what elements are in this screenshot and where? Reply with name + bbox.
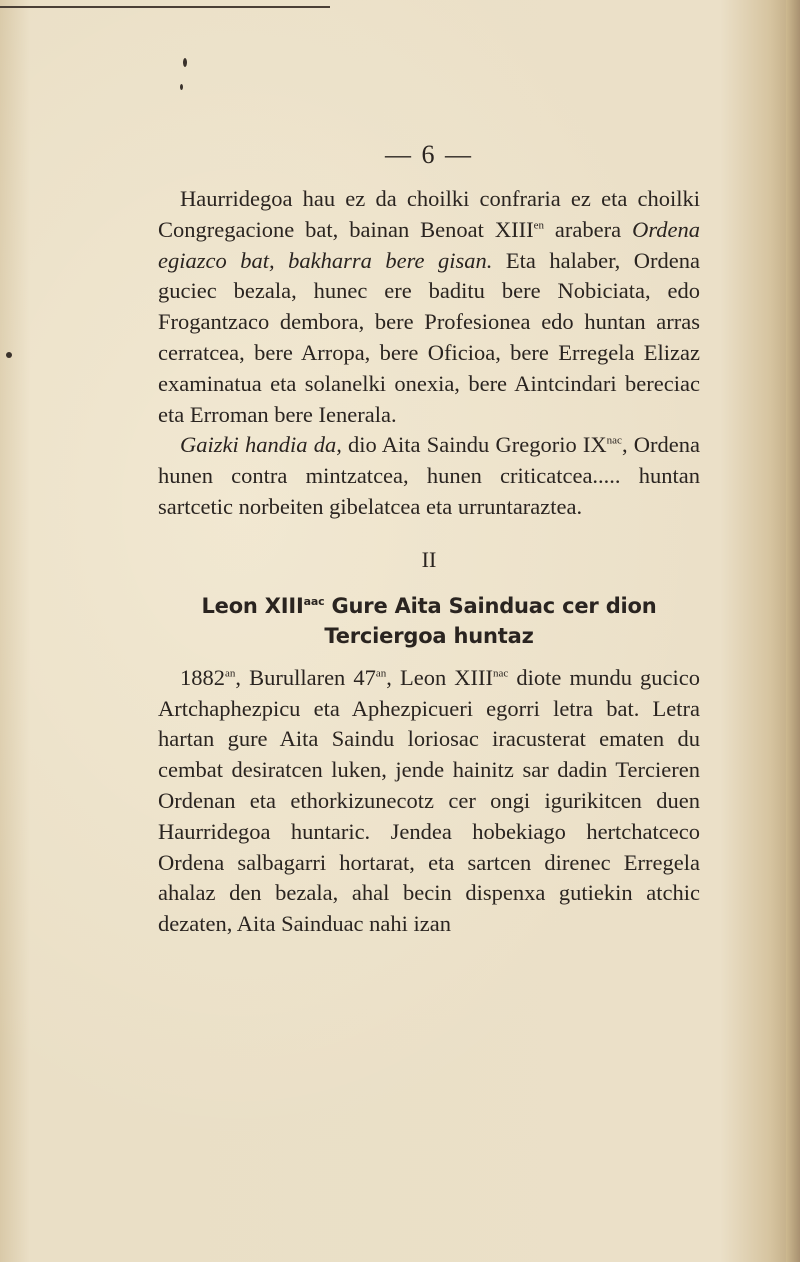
page-edge	[786, 0, 800, 1262]
paragraph-3-tail: diote mundu gucico Artchaphezpicu eta Aphezpicueri egorri letra bat. Letra hartan gure Aita Saindu loriosac iracusterat ematen du cembat desiratcen luken, jende hainitz sar dadin Tercieren Ordenan eta ethorkizunecotz cer ongi igurikitcen duen Haurridegoa huntaric. Jendea hobekiago hertchatceco Ordena salbagarri hortarat, eta sartcen direnec Erregela ahalaz den bezala, ahal becin dispenxa gutiekin atchic dezaten, Aita Sainduac nahi izan	[158, 664, 700, 937]
paragraph-1-tail: Eta halaber, Ordena guciec bezala, hunec ere baditu bere Nobiciata, edo Frogantzaco dembora, bere Profesionea edo huntan arras cerratcea, bere Arropa, bere Oficioa, bere Erregela Elizaz examinatua eta solanelki onexia, bere Aintcindari bereciac eta Erroman bere Ienerala.	[158, 247, 700, 427]
heading-line-1-b: Gure Aita Sainduac cer dion	[324, 593, 657, 618]
paragraph-2-mid: dio Aita Saindu Gregorio IX	[341, 432, 607, 458]
ink-speck	[183, 58, 187, 67]
paragraph-1	[158, 184, 700, 430]
top-rule	[0, 6, 330, 8]
paragraph-3-part-b: , Leon XIII	[386, 664, 494, 690]
paragraph-3-day-superscript: an	[375, 667, 387, 680]
ink-speck	[180, 84, 183, 90]
heading-line-1	[158, 591, 700, 621]
paragraph-3-nac-superscript: nac	[493, 667, 509, 680]
paragraph-3-year-superscript: an	[225, 667, 236, 680]
paragraph-2-tail: , Ordena hunen contra mintzatcea, hunen criticatcea..... huntan sartcetic norbeiten gibelatcea eta urruntaraztea.	[158, 432, 701, 519]
paragraph-3-part-a: , Burullaren 47	[235, 664, 376, 690]
text-block	[158, 140, 700, 940]
section-number: II	[421, 546, 437, 572]
paragraph-2-superscript: nac	[606, 434, 622, 447]
ink-speck	[6, 352, 12, 358]
paragraph-2-italic: Gaizki handia da,	[180, 432, 342, 458]
paragraph-1-italic: Ordena egiazco bat, bakharra bere gisan.	[158, 216, 700, 273]
page-number: — 6 —	[385, 140, 473, 169]
heading-superscript: aac	[303, 594, 325, 608]
paragraph-2	[158, 430, 700, 522]
paragraph-1-lead: Haurridegoa hau ez da choilki confraria ez eta choilki Congregacione bat, bainan Benoat XIII	[158, 186, 700, 242]
heading-line-2: Terciergoa huntaz	[324, 623, 534, 648]
paragraph-3-year: 1882	[180, 664, 225, 690]
paragraph-1-mid: arabera	[543, 216, 633, 242]
paragraph-1-superscript: en	[533, 219, 544, 232]
heading-line-1-a: Leon XIII	[201, 593, 304, 618]
paragraph-3	[158, 663, 700, 940]
section-heading	[158, 591, 700, 651]
